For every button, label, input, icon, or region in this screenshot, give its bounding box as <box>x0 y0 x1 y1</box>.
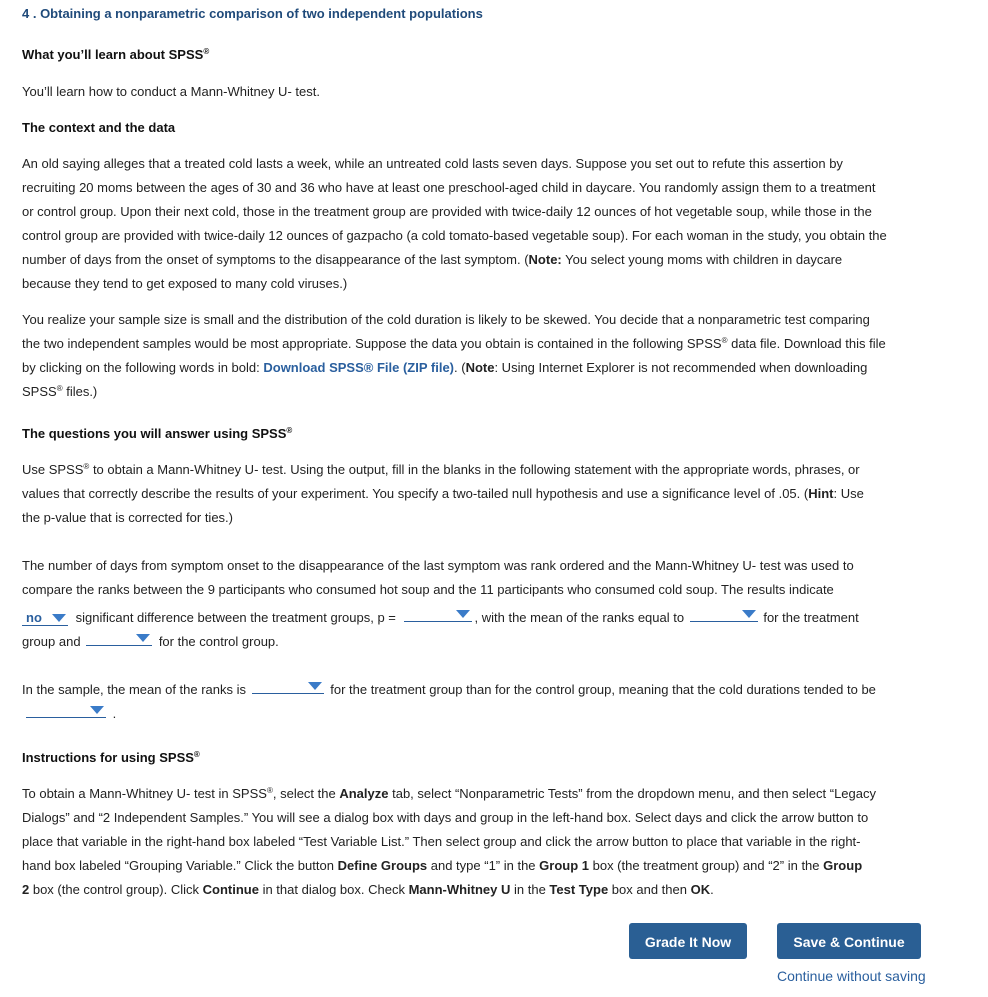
rank-comparison-dropdown[interactable] <box>252 678 324 694</box>
chevron-down-icon <box>742 610 756 618</box>
context-line: recruiting 20 moms between the ages of 30 and 36 who have at least one preschool-aged child in daycare. You randomly assign them to a treatment <box>22 180 876 195</box>
instructions-heading: Instructions for using SPSS® <box>22 750 200 765</box>
chevron-down-icon <box>136 634 150 642</box>
instructions-line: place that variable in the right-hand box labeled “Test Variable List.” Then select group and click the arrow button to place that variable in the right- <box>22 834 861 849</box>
questions-heading: The questions you will answer using SPSS® <box>22 426 293 441</box>
context-line: the two independent samples would be most appropriate. Suppose the data you obtain is contained in the following SPSS® data file. Download this file <box>22 336 886 351</box>
context-line: number of days from the onset of symptoms to the disappearance of the last symptom. (Note: You select young moms with children in daycare <box>22 252 843 267</box>
statement-line: The number of days from symptom onset to the disappearance of the last symptom was rank ordered and the Mann-Whitney U- test was used to <box>22 558 854 573</box>
continue-without-saving-link[interactable]: Continue without saving <box>777 968 926 984</box>
save-and-continue-button[interactable]: Save & Continue <box>777 923 921 959</box>
context-heading: The context and the data <box>22 120 176 135</box>
instructions-line: Dialogs” and “2 Independent Samples.” You will see a dialog box with days and group in the left-hand box. Select days and click the arrow button to <box>22 810 869 825</box>
chevron-down-icon <box>90 706 104 714</box>
chevron-down-icon <box>308 682 322 690</box>
download-spss-link[interactable]: Download SPSS® File (ZIP file) <box>263 360 454 375</box>
instructions-line: 2 box (the control group). Click Continue in that dialog box. Check Mann-Whitney U in the Test Type box and then OK. <box>22 882 714 897</box>
statement-line: In the sample, the mean of the ranks is for the treatment group than for the control group, meaning that the cold durations tended to be <box>22 678 876 698</box>
questions-line: Use SPSS® to obtain a Mann-Whitney U- test. Using the output, fill in the blanks in the following statement with the appropriate words, phrases, or <box>22 462 860 477</box>
control-mean-rank-dropdown[interactable] <box>86 630 152 646</box>
chevron-down-icon <box>52 614 66 622</box>
instructions-line: To obtain a Mann-Whitney U- test in SPSS®, select the Analyze tab, select “Nonparametric Tests” from the dropdown menu, and then select “Legacy <box>22 786 876 801</box>
learn-text: You’ll learn how to conduct a Mann-Whitney U- test. <box>22 84 320 99</box>
context-line: An old saying alleges that a treated cold lasts a week, while an untreated cold lasts seven days. Suppose you set out to refute this assertion by <box>22 156 843 171</box>
context-line: or control group. Upon their next cold, those in the treatment group are provided with twice-daily 12 ounces of hot vegetable soup, while those in the <box>22 204 872 219</box>
statement-line: . <box>22 702 116 722</box>
statement-line: compare the ranks between the 9 participants who consumed hot soup and the 11 participants who consumed cold soup. The results indicate <box>22 582 834 597</box>
context-line: SPSS® files.) <box>22 384 98 399</box>
chevron-down-icon <box>456 610 470 618</box>
significance-dropdown[interactable]: no <box>22 610 68 626</box>
context-line: because they tend to get exposed to many cold viruses.) <box>22 276 348 291</box>
p-value-dropdown[interactable] <box>404 606 472 622</box>
page-title: 4 . Obtaining a nonparametric comparison of two independent populations <box>22 6 483 21</box>
statement-line: no significant difference between the treatment groups, p = , with the mean of the ranks equal to for the treatment <box>22 606 859 626</box>
questions-line: the p-value that is corrected for ties.) <box>22 510 233 525</box>
context-line: by clicking on the following words in bold: Download SPSS® File (ZIP file). (Note: Using Internet Explorer is not recommended when downloading <box>22 360 868 375</box>
learn-heading: What you’ll learn about SPSS® <box>22 47 210 62</box>
grade-it-now-button[interactable]: Grade It Now <box>629 923 747 959</box>
duration-comparison-dropdown[interactable] <box>26 702 106 718</box>
treatment-mean-rank-dropdown[interactable] <box>690 606 758 622</box>
context-line: You realize your sample size is small and the distribution of the cold duration is likely to be skewed. You decide that a nonparametric test comparing <box>22 312 870 327</box>
context-line: control group are provided with twice-daily 12 ounces of gazpacho (a cold tomato-based vegetable soup). For each woman in the study, you obtain the <box>22 228 887 243</box>
statement-line: group and for the control group. <box>22 630 279 650</box>
questions-line: values that correctly describe the results of your experiment. You specify a two-tailed null hypothesis and use a significance level of .05. (Hint: Use <box>22 486 864 501</box>
instructions-line: hand box labeled “Grouping Variable.” Click the button Define Groups and type “1” in the Group 1 box (the treatment group) and “2” in the Group <box>22 858 863 873</box>
